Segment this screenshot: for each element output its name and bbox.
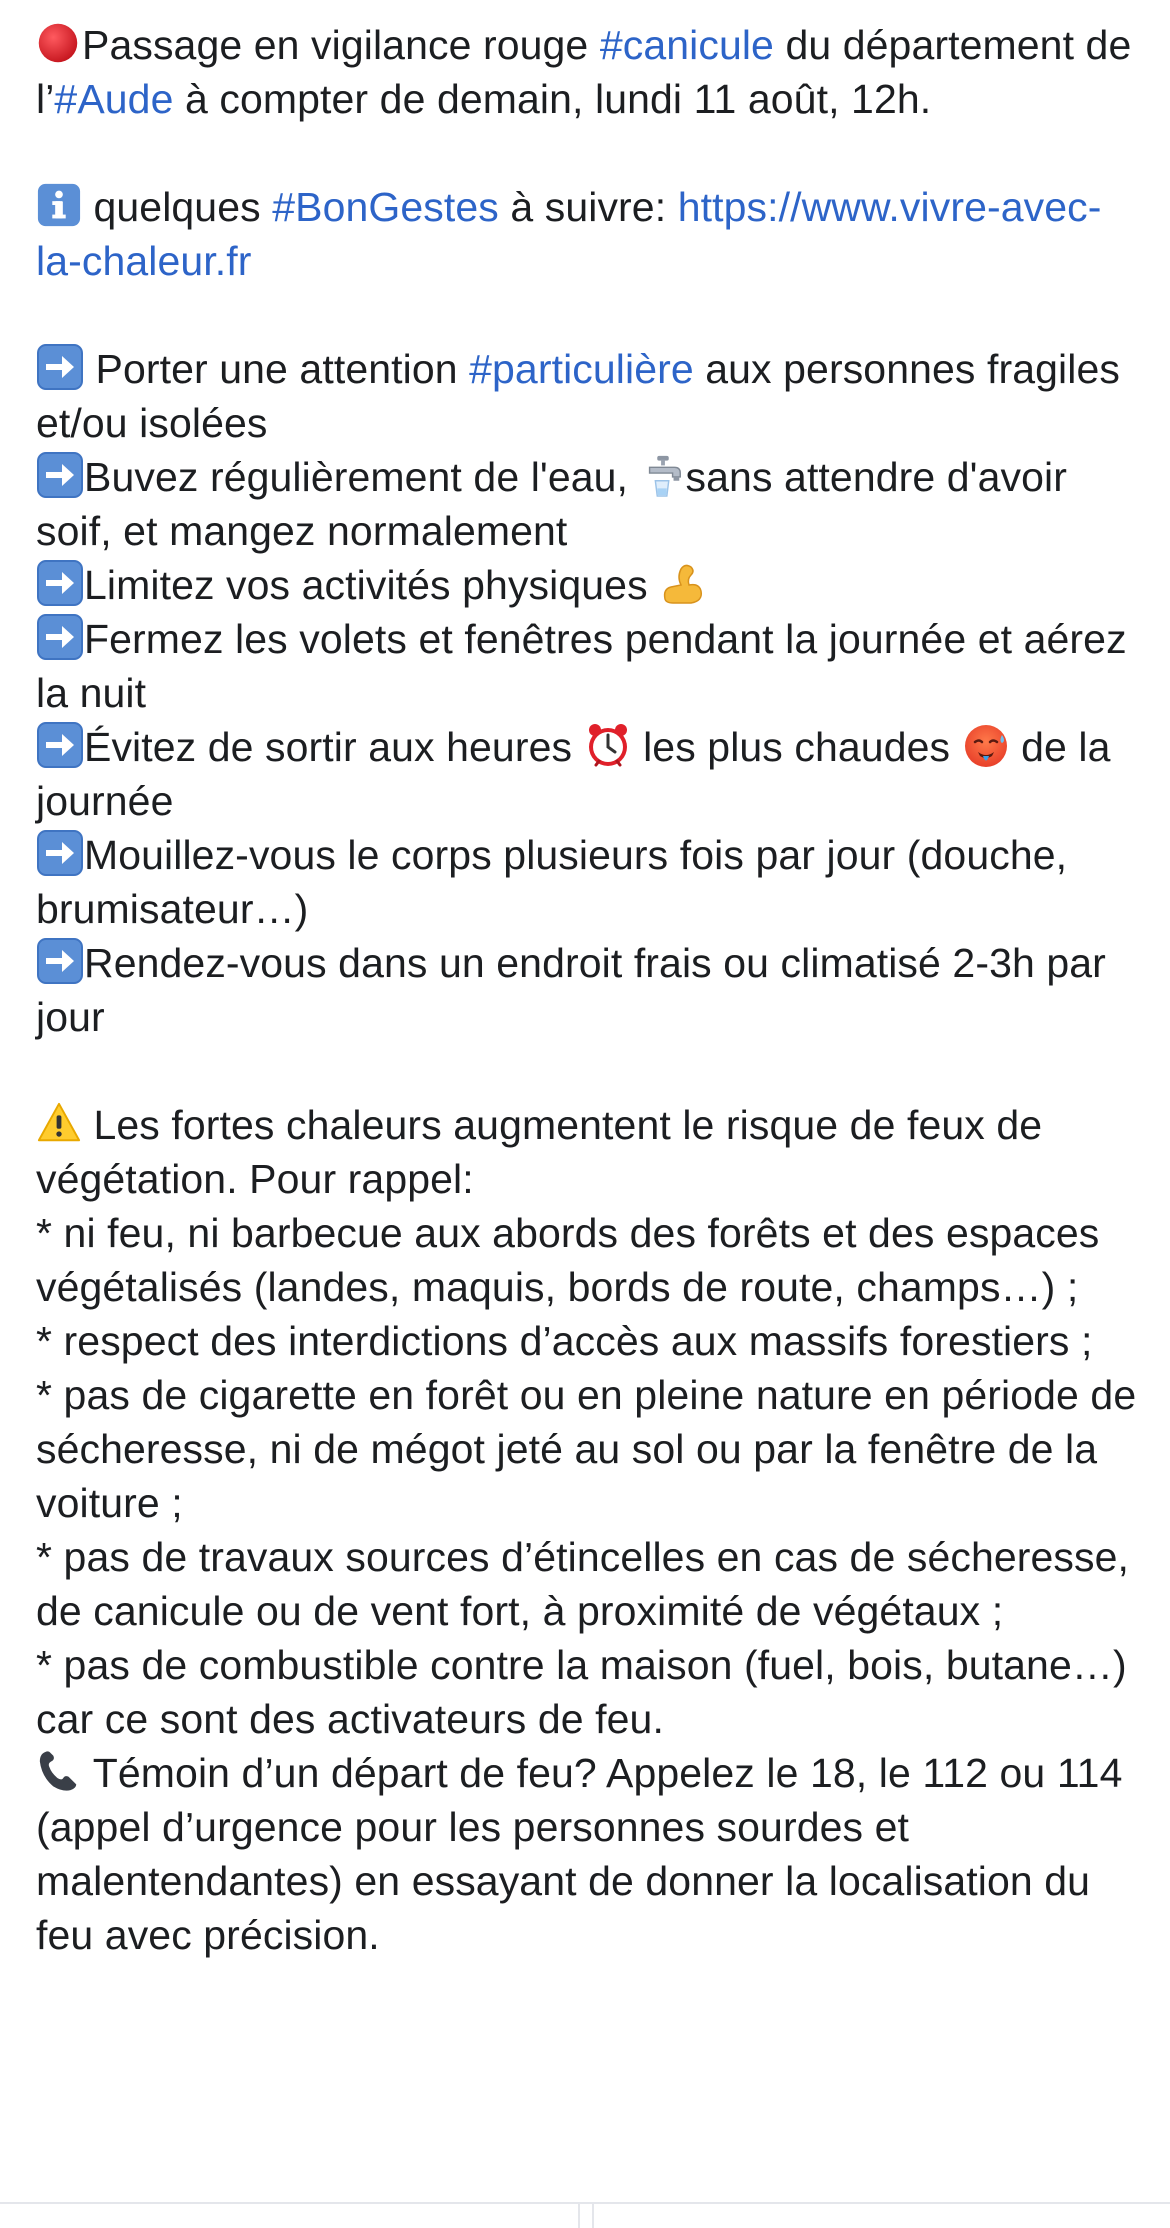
fire-risk-section: [36, 1098, 1146, 1962]
fire-rule: * pas de cigarette en forêt ou en pleine nature en période de sécheresse, ni de mégot jeté au sol ou par la fenêtre de la voiture ;: [36, 1372, 1137, 1526]
right-arrow-icon: [36, 343, 84, 391]
fire-risk-intro: Les fortes chaleurs augmentent le risque de feux de végétation. Pour rappel:: [36, 1098, 1146, 1206]
divider: [592, 2204, 594, 2228]
website-link[interactable]: https://www.vivre-avec-la-chaleur.fr: [36, 184, 1102, 284]
warning-icon: [36, 1099, 82, 1147]
red-circle-icon: [36, 19, 80, 67]
fire-rule: * pas de combustible contre la maison (fuel, bois, butane…) car ce sont des activateurs de feu.: [36, 1642, 1127, 1742]
alert-text-2: du département de l’: [36, 22, 1132, 122]
advice-item: Mouillez-vous le corps plusieurs fois par jour (douche, brumisateur…): [36, 828, 1146, 936]
post-body: [36, 18, 1146, 1962]
alert-paragraph: [36, 18, 1146, 126]
advice-item: Porter une attention #particulière aux personnes fragiles et/ou isolées: [36, 342, 1146, 450]
bottom-action-bar: [0, 2202, 1170, 2228]
right-arrow-icon: [36, 829, 84, 877]
faucet-icon: [640, 451, 686, 499]
alert-text-3: à compter de demain, lundi 11 août, 12h.: [173, 76, 932, 122]
telephone-receiver-icon: [36, 1747, 82, 1795]
right-arrow-icon: [36, 451, 84, 499]
hashtag-canicule[interactable]: #canicule: [599, 22, 774, 68]
gestures-text-1: quelques: [82, 184, 273, 230]
alarm-clock-icon: [584, 721, 632, 769]
flexed-biceps-icon: [659, 559, 707, 607]
gestures-paragraph: [36, 180, 1146, 288]
advice-list: [36, 342, 1146, 1044]
divider: [578, 2204, 580, 2228]
fire-rule: * ni feu, ni barbecue aux abords des forêts et des espaces végétalisés (landes, maquis, bords de route, champs…) ;: [36, 1210, 1100, 1310]
advice-item: Rendez-vous dans un endroit frais ou climatisé 2-3h par jour: [36, 936, 1146, 1044]
right-arrow-icon: [36, 559, 84, 607]
right-arrow-icon: [36, 721, 84, 769]
advice-item: Évitez de sortir aux heures les plus chaudes de la journée: [36, 720, 1146, 828]
advice-item: Buvez régulièrement de l'eau, sans attendre d'avoir soif, et mangez normalement: [36, 450, 1146, 558]
fire-rule: * respect des interdictions d’accès aux massifs forestiers ;: [36, 1318, 1093, 1364]
hashtag-bongestes[interactable]: #BonGestes: [272, 184, 499, 230]
advice-item: Limitez vos activités physiques: [36, 558, 1146, 612]
fire-rule: * pas de travaux sources d’étincelles en cas de sécheresse, de canicule ou de vent fort, à proximité de végétaux ;: [36, 1534, 1129, 1634]
gestures-text-2: à suivre:: [498, 184, 678, 230]
advice-item: Fermez les volets et fenêtres pendant la journée et aérez la nuit: [36, 612, 1146, 720]
hashtag-particuliere[interactable]: #particulière: [469, 346, 694, 392]
emergency-call-paragraph: Témoin d’un départ de feu? Appelez le 18, le 112 ou 114 (appel d’urgence pour les personnes sourdes et malentendantes) en essayant de donner la localisation du feu avec précision.: [36, 1746, 1146, 1962]
right-arrow-icon: [36, 937, 84, 985]
hot-face-icon: [962, 721, 1010, 769]
hashtag-aude[interactable]: #Aude: [54, 76, 174, 122]
alert-text-1: Passage en vigilance rouge: [82, 22, 600, 68]
info-icon: [36, 181, 82, 229]
right-arrow-icon: [36, 613, 84, 661]
